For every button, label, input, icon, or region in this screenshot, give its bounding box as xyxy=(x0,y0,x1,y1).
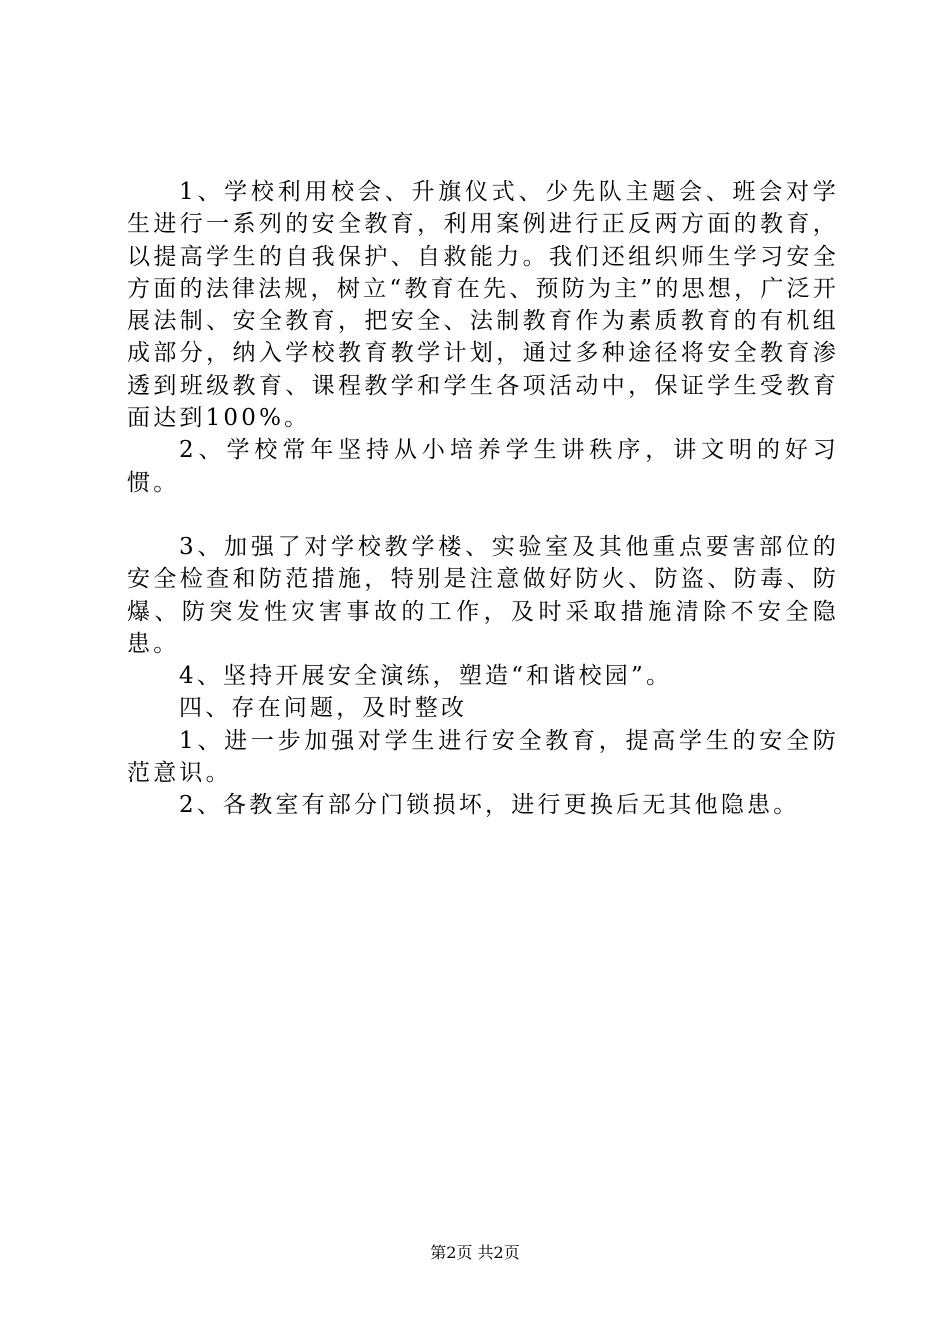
paragraph-good-habits: 2、学校常年坚持从小培养学生讲秩序，讲文明的好习惯。 xyxy=(127,437,839,496)
paragraph-safety-drill: 4、坚持开展安全演练，塑造“和谐校园”。 xyxy=(179,663,673,690)
paragraph-door-locks: 2、各教室有部分门锁损坏，进行更换后无其他隐患。 xyxy=(179,792,800,819)
paragraph-safety-inspection: 3、加强了对学校教学楼、实验室及其他重点要害部位的安全检查和防范措施，特别是注意做好防火、防盗、防毒、防爆、防突发性灾害事故的工作，及时采取措施清除不安全隐患。 xyxy=(127,533,839,657)
section-heading-problems: 四、存在问题，及时整改 xyxy=(179,695,468,722)
document-body xyxy=(127,176,839,822)
page-footer: 第2页 共2页 xyxy=(430,1243,520,1262)
paragraph-safety-education: 1、学校利用校会、升旗仪式、少先队主题会、班会对学生进行一系列的安全教育，利用案例进行正反两方面的教育，以提高学生的自我保护、自救能力。我们还组织师生学习安全方面的法律法规，树立“教育在先、预防为主”的思想，广泛开展法制、安全教育，把安全、法制教育作为素质教育的有机组成部分，纳入学校教育教学计划，通过多种途径将安全教育渗透到班级教育、课程教学和学生各项活动中，保证学生受教育面达到100%。 xyxy=(127,179,839,432)
paragraph-improve-awareness: 1、进一步加强对学生进行安全教育，提高学生的安全防范意识。 xyxy=(127,727,839,787)
paragraph-spacer xyxy=(127,499,839,531)
